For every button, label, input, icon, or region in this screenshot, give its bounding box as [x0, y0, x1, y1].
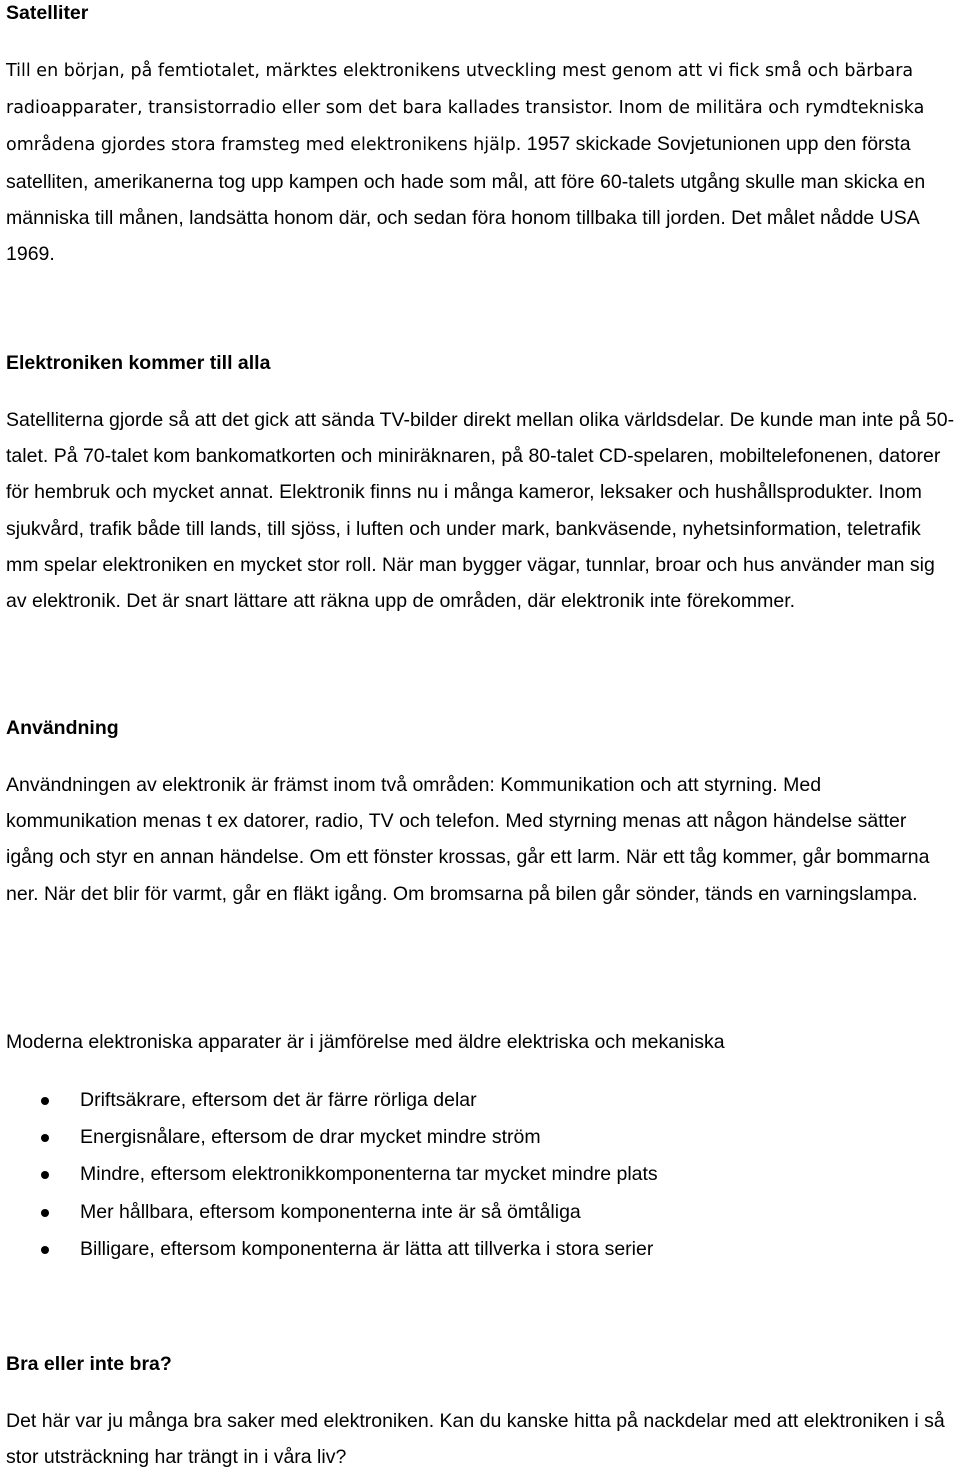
heading-satelliter: Satelliter — [6, 2, 89, 24]
paragraph-elektroniken: Satelliterna gjorde så att det gick att sända TV-bilder direkt mellan olika världsdelar. De kunde man inte på 50-talet. På 70-talet kom bankomatkorten och miniräknaren, på 80-talet CD-spelaren, mobiltelefonenen, datorer för hembruk och mycket annat. Elektronik finns nu i många kameror, leksaker och hushållsprodukter. Inom sjukvård, trafik både till lands, till sjöss, i luften och under mark, bankväsende, nyhetsinformation, teletrafik mm spelar elektroniken en mycket stor roll. När man bygger vägar, tunnlar, broar och hus använder man sig av elektronik. Det är snart lättare att räkna upp de områden, där elektronik inte förekommer. — [6, 409, 955, 613]
paragraph-bra-block — [6, 1403, 956, 1475]
paragraph-moderna-intro: Moderna elektroniska apparater är i jämförelse med äldre elektriska och mekaniska — [6, 1031, 725, 1053]
bullet-list — [6, 1082, 956, 1268]
list-item — [6, 1194, 956, 1231]
bullet-icon — [41, 1246, 49, 1254]
list-item-text: Mindre, eftersom elektronikkomponenterna tar mycket mindre plats — [80, 1163, 658, 1186]
section-bra — [6, 1352, 956, 1376]
paragraph-elektroniken-block — [6, 402, 956, 619]
paragraph-satelliter-part1: Till en början, på femtiotalet, märktes elektronikens utveckling mest genom att vi fick små och bärbara radioapparater, transistorradio eller som det bara kallades transistor. Inom de militära och rymdtekniska områdena gjordes stora framsteg med elektronikens hjälp. — [6, 61, 925, 156]
bullet-icon — [41, 1134, 49, 1142]
bullet-icon — [41, 1209, 49, 1217]
bullet-icon — [41, 1171, 49, 1179]
heading-anvandning: Användning — [6, 717, 119, 739]
list-item — [6, 1156, 956, 1193]
list-item-text: Billigare, eftersom komponenterna är lätta att tillverka i stora serier — [80, 1237, 654, 1260]
list-item-text: Energisnålare, eftersom de drar mycket mindre ström — [80, 1126, 541, 1149]
paragraph-bra: Det här var ju många bra saker med elektroniken. Kan du kanske hitta på nackdelar med att elektroniken i så stor utsträckning har trängt in i våra liv? — [6, 1410, 945, 1469]
list-item — [6, 1082, 956, 1119]
bullet-icon — [41, 1097, 49, 1105]
section-elektroniken — [6, 351, 956, 375]
list-item — [6, 1119, 956, 1156]
paragraph-satelliter-part2: 1957 skickade Sovjetunionen upp den första satelliten, amerikanerna tog upp kampen och hade som mål, att före 60-talets utgång skulle man skicka en människa till månen, landsätta honom där, och sedan föra honom tillbaka till jorden. Det målet nådde USA 1969. — [6, 133, 926, 266]
list-item-text: Mer hållbara, eftersom komponenterna inte är så ömtåliga — [80, 1200, 581, 1223]
paragraph-moderna-block — [6, 1024, 956, 1060]
paragraph-satelliter — [6, 52, 956, 272]
section-satelliter — [6, 1, 956, 25]
paragraph-anvandning: Användningen av elektronik är främst inom två områden: Kommunikation och att styrning. Med kommunikation menas t ex datorer, radio, TV och telefon. Med styrning menas att någon händelse sätter igång och styr en annan händelse. Om ett fönster krossas, går ett larm. När ett tåg kommer, går bommarna ner. När det blir för varmt, går en fläkt igång. Om bromsarna på bilen går sönder, tänds en varningslampa. — [6, 774, 930, 905]
list-item — [6, 1231, 956, 1268]
heading-bra: Bra eller inte bra? — [6, 1353, 172, 1375]
paragraph-anvandning-block — [6, 767, 956, 912]
list-item-text: Driftsäkrare, eftersom det är färre rörliga delar — [80, 1089, 477, 1111]
section-anvandning — [6, 716, 956, 740]
heading-elektroniken: Elektroniken kommer till alla — [6, 352, 271, 374]
